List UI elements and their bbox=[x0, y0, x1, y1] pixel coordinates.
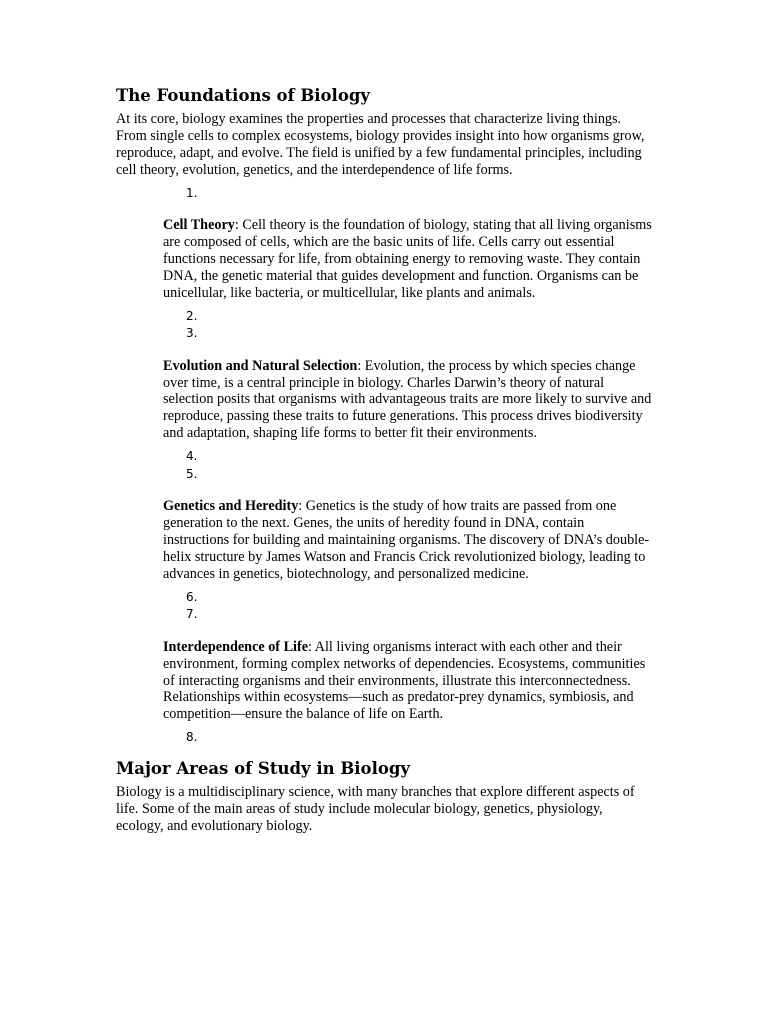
principle-cell-theory bbox=[163, 217, 653, 302]
major-areas-paragraph: Biology is a multidisciplinary science, with many branches that explore different aspects of life. Some of the main areas of study include molecular biology, genetics, physiology, ecology, and evolutionary biology. bbox=[116, 783, 635, 834]
principle-term: Cell Theory bbox=[163, 217, 235, 234]
document-page bbox=[116, 86, 652, 834]
principle-term: Interdependence of Life bbox=[163, 638, 309, 655]
section-title-major-areas: Major Areas of Study in Biology bbox=[116, 758, 410, 778]
list-marker: 1. bbox=[186, 185, 198, 200]
section-title-foundations: The Foundations of Biology bbox=[116, 86, 370, 105]
list-marker: 3. bbox=[186, 326, 198, 341]
list-marker: 2. bbox=[186, 308, 198, 323]
intro-paragraph: At its core, biology examines the properties and processes that characterize living things. From single cells to complex ecosystems, biology provides insight into how organisms grow, reproduce, adapt, and evolve. The field is unified by a few fundamental principles, including cell theory, evolution, genetics, and the interdependence of life forms. bbox=[116, 111, 645, 178]
list-marker: 6. bbox=[186, 589, 198, 604]
principle-genetics bbox=[163, 498, 653, 583]
list-marker: 7. bbox=[186, 607, 198, 622]
principle-evolution bbox=[163, 358, 653, 443]
principle-text: : All living organisms interact with each other and their environment, forming complex networks of dependencies. Ecosystems, communities of interacting organisms and their environments, illustrate this interconnectedness. Relationships within ecosystems—such as predator-prey dynamics, symbiosis, and competition—ensure the balance of life on Earth. bbox=[163, 638, 646, 723]
list-marker: 5. bbox=[186, 466, 198, 481]
principle-interdependence bbox=[163, 639, 653, 724]
principle-term: Evolution and Natural Selection bbox=[163, 357, 358, 374]
list-marker: 8. bbox=[186, 730, 198, 745]
list-marker: 4. bbox=[186, 449, 198, 464]
principle-term: Genetics and Heredity bbox=[163, 498, 299, 515]
principle-text: : Cell theory is the foundation of biology, stating that all living organisms are composed of cells, which are the basic units of life. Cells carry out essential functions necessary for life, from obtaining energy to removing waste. They contain DNA, the genetic material that guides development and function. Organisms can be unicellular, like bacteria, or multicellular, like plants and animals. bbox=[163, 217, 652, 301]
principle-text: : Evolution, the process by which species change over time, is a central principle in biology. Charles Darwin’s theory of natural selection posits that organisms with advantageous traits are more likely to survive and reproduce, passing these traits to future generations. This process drives biodiversity and adaptation, shaping life forms to better fit their environments. bbox=[163, 357, 652, 442]
principle-text: : Genetics is the study of how traits are passed from one generation to the next. Genes, the units of heredity found in DNA, contain instructions for building and maintaining organisms. The discovery of DNA’s double-helix structure by James Watson and Francis Crick revolutionized biology, leading to advances in genetics, biotechnology, and personalized medicine. bbox=[163, 498, 650, 582]
